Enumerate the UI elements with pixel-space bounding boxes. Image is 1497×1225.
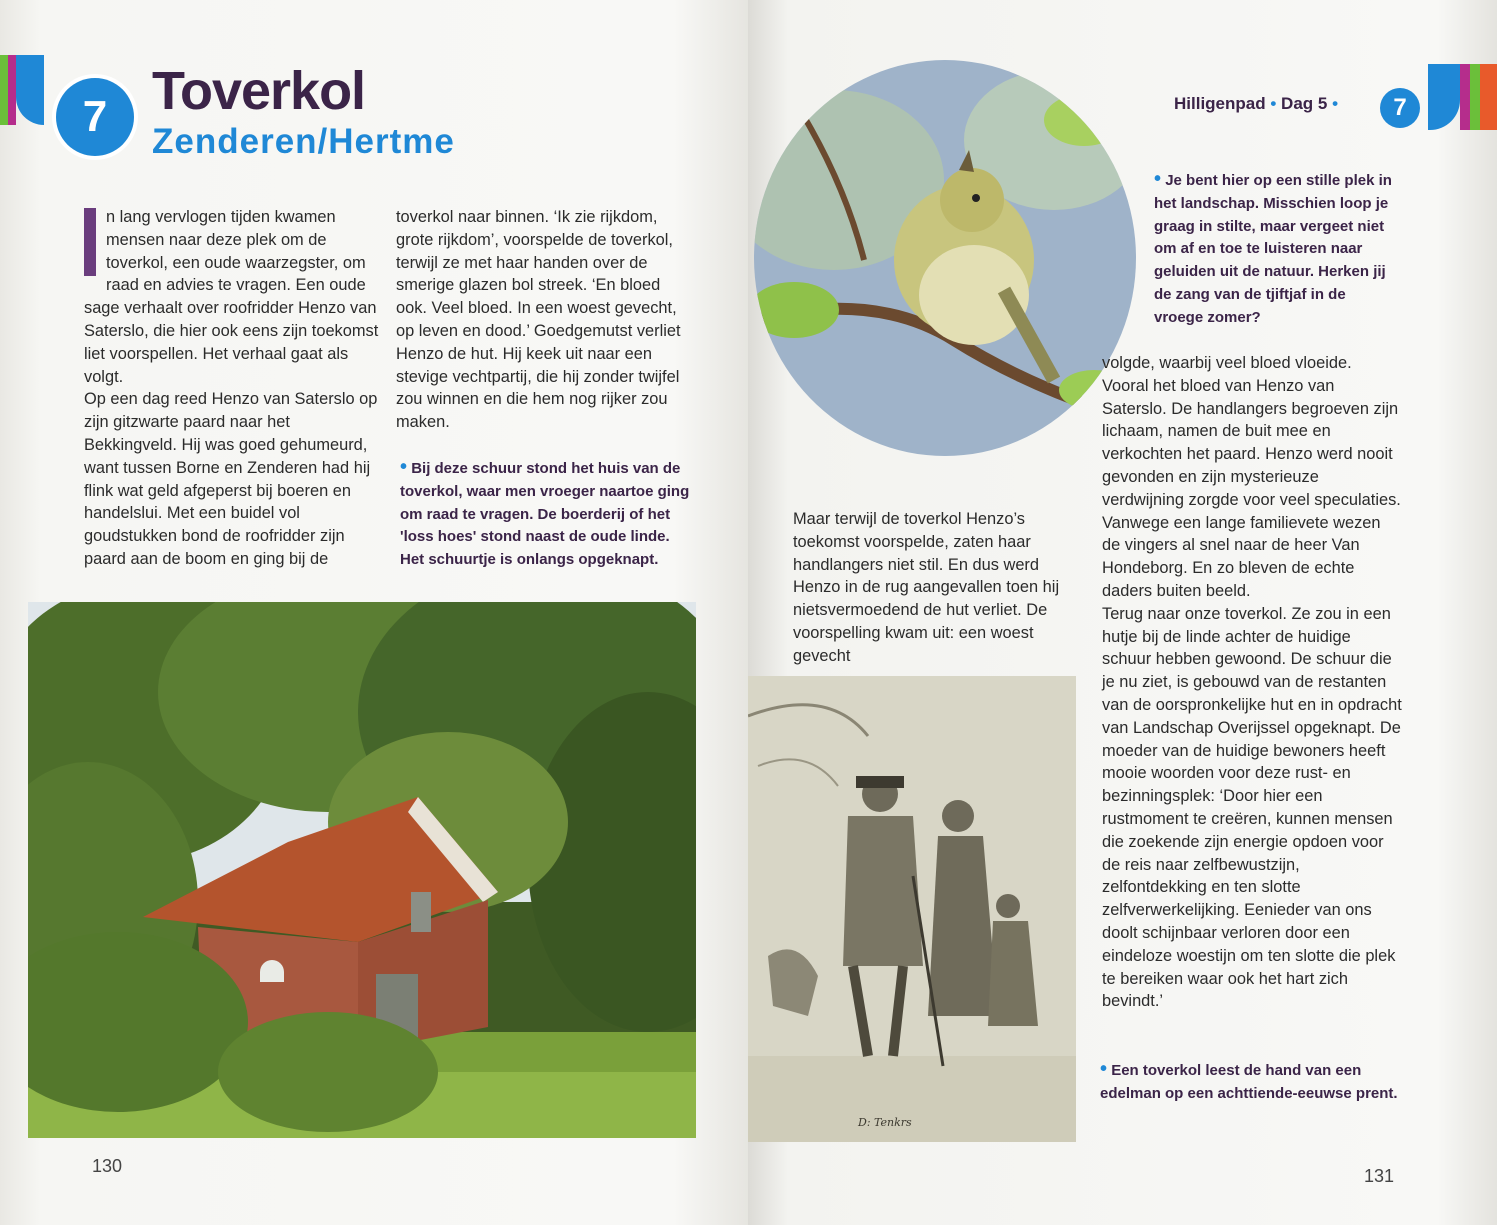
attack-paragraph: Maar terwijl de toverkol Henzo’s toekomst voorspelde, zaten haar handlangers niet stil. En dus werd Henzo in de rug aangevallen toen hij nietsvermoedend de hut verliet. De voorspelling kwam uit: een woest gevecht xyxy=(793,510,1060,665)
right-column-1 xyxy=(793,508,1085,668)
intro-paragraph: n lang vervlogen tijden kwamen mensen naar deze plek om de toverkol, een oude waarzegster, om raad en advies te vragen. Een oude sage verhaalt over roofridder Henzo van Saterslo, die hier ook eens zijn toekomst liet voorspellen. Het verhaal gaat als volgt. xyxy=(84,208,379,386)
right-column-2 xyxy=(1102,352,1402,1013)
page-number-left: 130 xyxy=(92,1156,123,1176)
print-caption: • Een toverkol leest de hand van een edelman op een achttiende-eeuwse prent. xyxy=(1100,1058,1398,1102)
bird-photo xyxy=(754,60,1136,456)
bullet-icon: • xyxy=(400,456,408,478)
engraving-print xyxy=(748,676,1076,1142)
page-title: Toverkol xyxy=(152,61,366,121)
dropcap-bar xyxy=(84,208,96,276)
barn-caption: • Bij deze schuur stond het huis van de toverkol, waar men vroeger naartoe ging om raad te vragen. De boerderij of het 'loss hoes' stond naast de oude linde. Het schuurtje is onlangs opgeknapt. xyxy=(400,456,690,569)
header-badge: 7 xyxy=(1380,88,1420,128)
color-tab-marker xyxy=(0,55,44,125)
left-column-1 xyxy=(84,206,384,571)
aftermath-paragraph: volgde, waarbij veel bloed vloeide. Vooral het bloed van Henzo van Saterslo. De handlangers begroeven zijn lichaam, namen de buit mee en verkochten het paard. Henzo werd nooit gevonden en zijn mysterieuze verdwijning zorgde voor veel speculaties. Vanwege een lange familievete wezen de vingers al snel naar de heer Van Hondeborg. En zo bleven de echte daders buiten beeld. xyxy=(1102,354,1401,600)
bullet-icon: • xyxy=(1100,1058,1108,1080)
left-page xyxy=(0,0,748,1225)
bullet-icon: • xyxy=(1154,168,1162,190)
right-page xyxy=(748,0,1497,1225)
prophecy-paragraph: toverkol naar binnen. ‘Ik zie rijkdom, grote rijkdom’, voorspelde de toverkol, terwijl ze met haar handen over de smerige glazen bol streek. ‘En bloed ook. Veel bloed. In een woest gevecht, op leven en dood.’ Goedgemutst verliet Henzo de hut. Hij keek uit naar een stevige vechtpartij, die hij zonder twijfel zou winnen en die hem nog rijker zou maken. xyxy=(396,208,681,432)
chapter-badge: 7 xyxy=(56,78,134,156)
page-subtitle: Zenderen/Hertme xyxy=(152,122,455,161)
running-header: Hilligenpad • Dag 5 • xyxy=(1174,94,1339,113)
bird-caption: • Je bent hier op een stille plek in het landschap. Misschien loop je graag in stilte, maar vergeet niet om af en toe te luisteren naar geluiden uit de natuur. Herken jij de zang van de tjiftjaf in de vroege zomer? xyxy=(1154,168,1392,326)
print-signature: D: Tenkrs xyxy=(858,1116,912,1129)
color-tab-marker-right xyxy=(1428,64,1497,130)
left-column-2 xyxy=(396,206,690,434)
return-paragraph: Terug naar onze toverkol. Ze zou in een hutje bij de linde achter de huidige schuur hebben gewoond. De schuur die je nu ziet, is gebouwd van de restanten van de oorspronkelijke hut en in opdracht van Landschap Overijssel opgeknapt. De moeder van de huidige bewoners heeft mooie woorden voor deze rust- en bezinningsplek: ‘Door hier een rustmoment te creëren, kunnen mensen die zoekende zijn energie opdoen voor de reis naar zelfbewustzijn, zelfontdekking en ten slotte zelfverwerkelijking. Eenieder van ons doolt schijnbaar verloren door een eindeloze woestijn om ten slotte die plek te bereiken waar ook het hart zich bevindt.’ xyxy=(1102,604,1402,1011)
barn-photo xyxy=(28,602,696,1138)
page-number-right: 131 xyxy=(1364,1166,1395,1186)
story-paragraph: Op een dag reed Henzo van Saterslo op zijn gitzwarte paard naar het Bekkingveld. Hij was goed gehumeurd, want tussen Borne en Zenderen had hij flink wat geld afgeperst bij boeren en handelslui. Met een buidel vol goudstukken bond de roofridder zijn paard aan de boom en ging bij de xyxy=(84,390,378,568)
